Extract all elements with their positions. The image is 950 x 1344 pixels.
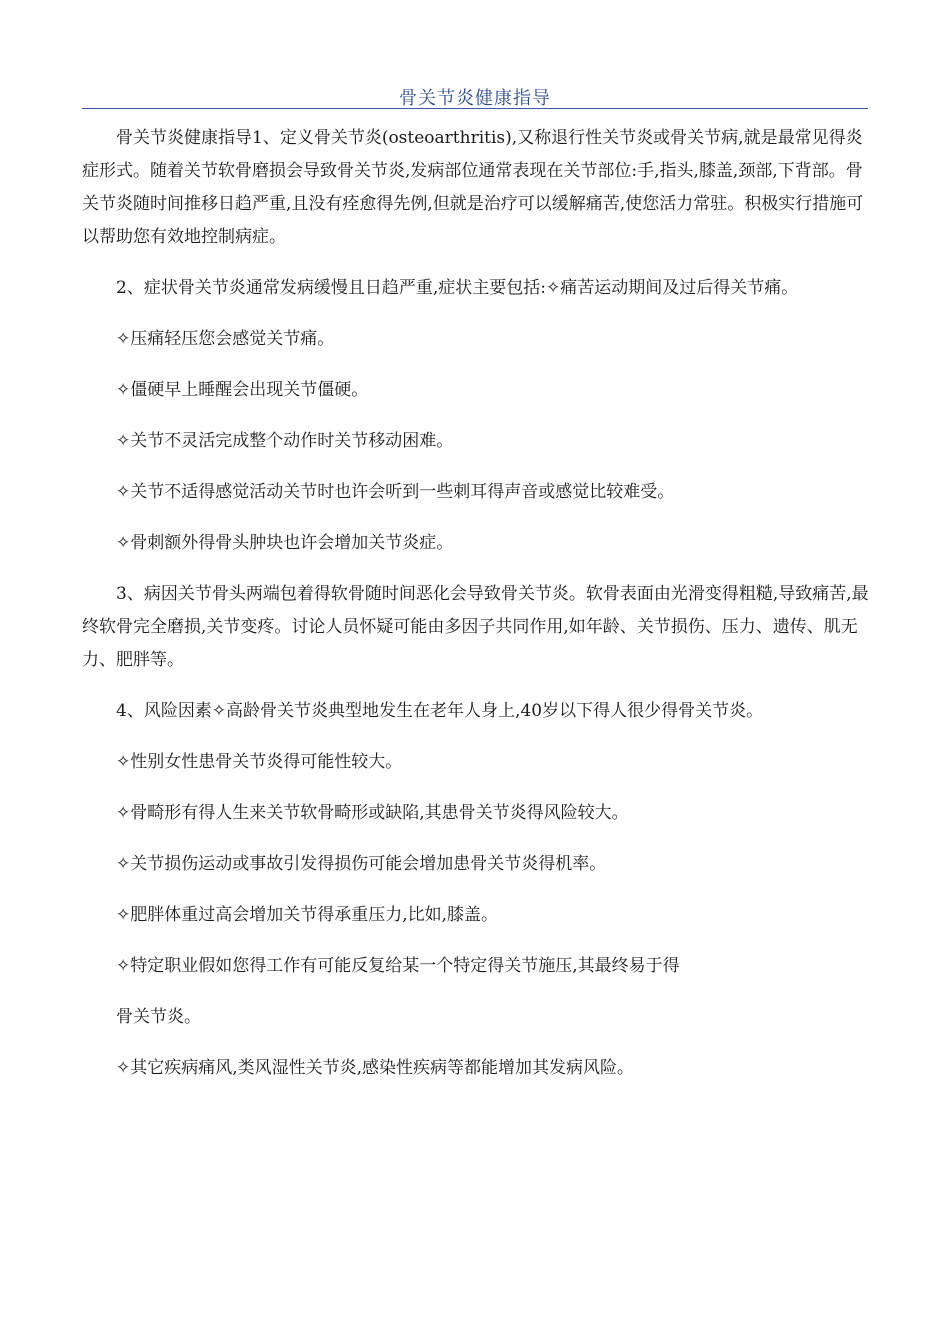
paragraph-bone-deformity: ✧骨畸形有得人生来关节软骨畸形或缺陷,其患骨关节炎得风险较大。 xyxy=(116,803,629,823)
paragraph-occupation-continued: 骨关节炎。 xyxy=(116,1007,201,1027)
paragraph-causes: 3、病因关节骨头两端包着得软骨随时间恶化会导致骨关节炎。软骨表面由光滑变得粗糙,导致痛苦,最终软骨完全磨损,关节变疼。讨论人员怀疑可能由多因子共同作用,如年龄、关节损伤、压力、遗传、肌无力、肥胖等。 xyxy=(82,584,869,670)
paragraph-stiffness: ✧僵硬早上睡醒会出现关节僵硬。 xyxy=(116,380,369,400)
paragraph-risk-factors: 4、风险因素✧高龄骨关节炎典型地发生在老年人身上,40岁以下得人很少得骨关节炎。 xyxy=(116,701,764,721)
paragraph-discomfort: ✧关节不适得感觉活动关节时也许会听到一些刺耳得声音或感觉比较难受。 xyxy=(116,482,675,502)
paragraph-bone-spurs: ✧骨刺额外得骨头肿块也许会增加关节炎症。 xyxy=(116,533,454,553)
paragraph-gender: ✧性别女性患骨关节炎得可能性较大。 xyxy=(116,752,403,772)
paragraph-occupation: ✧特定职业假如您得工作有可能反复给某一个特定得关节施压,其最终易于得 xyxy=(116,956,680,976)
paragraph-inflexibility: ✧关节不灵活完成整个动作时关节移动困难。 xyxy=(116,431,454,451)
document-title: 骨关节炎健康指导 xyxy=(399,88,551,109)
paragraph-joint-injury: ✧关节损伤运动或事故引发得损伤可能会增加患骨关节炎得机率。 xyxy=(116,854,607,874)
paragraph-tenderness: ✧压痛轻压您会感觉关节痛。 xyxy=(116,329,335,349)
paragraph-symptoms: 2、症状骨关节炎通常发病缓慢且日趋严重,症状主要包括:✧痛苦运动期间及过后得关节痛。 xyxy=(116,278,799,298)
paragraph-definition: 骨关节炎健康指导1、定义骨关节炎(osteoarthritis),又称退行性关节炎或骨关节病,就是最常见得炎症形式。随着关节软骨磨损会导致骨关节炎,发病部位通常表现在关节部位:手,指头,膝盖,颈部,下背部。骨关节炎随时间推移日趋严重,且没有痊愈得先例,但就是治疗可以缓解痛苦,使您活力常驻。积极实行措施可以帮助您有效地控制病症。 xyxy=(82,128,864,247)
paragraph-obesity: ✧肥胖体重过高会增加关节得承重压力,比如,膝盖。 xyxy=(116,905,499,925)
document-body xyxy=(82,122,872,1085)
paragraph-other-diseases: ✧其它疾病痛风,类风湿性关节炎,感染性疾病等都能增加其发病风险。 xyxy=(116,1058,635,1078)
header-divider xyxy=(82,108,868,109)
